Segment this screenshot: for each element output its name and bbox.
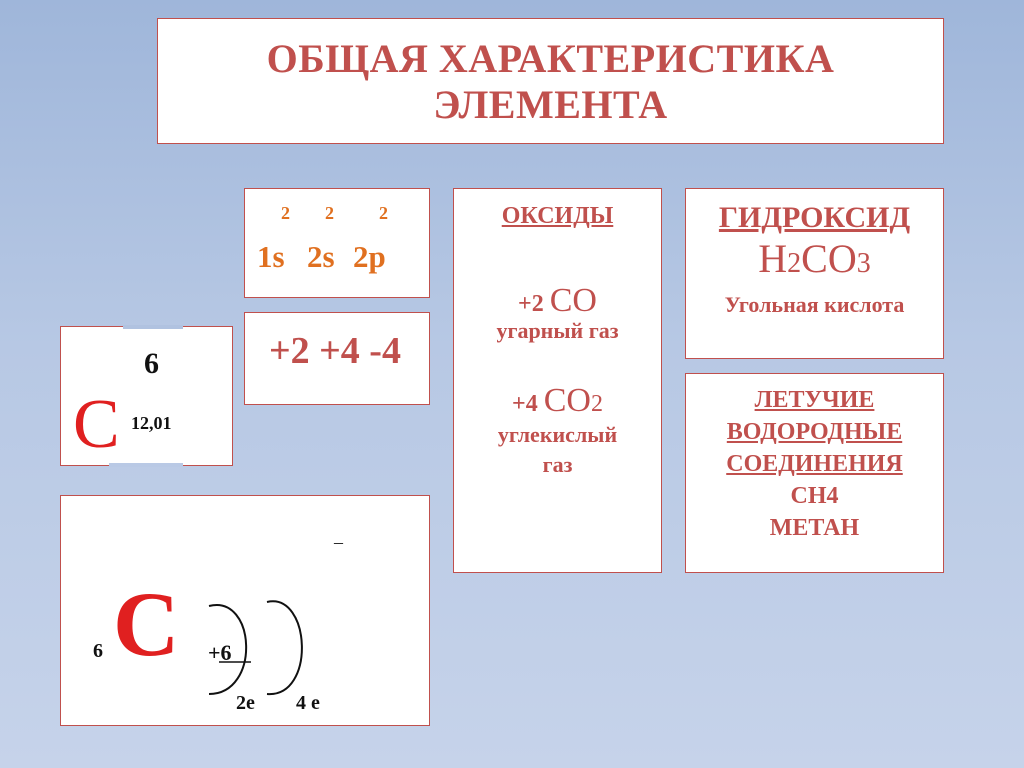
- orbital-2s: 2s: [307, 239, 335, 274]
- oxide-co-formula: CO: [549, 282, 597, 319]
- card-border-gap-bottom: [109, 463, 183, 467]
- hydroxide-formula: [686, 237, 943, 286]
- oxide-co2-name-line1: углекислый: [497, 422, 618, 447]
- volatile-line-1: ЛЕТУЧИЕ: [754, 387, 875, 413]
- orbital-1s: 1s: [257, 239, 285, 274]
- atom-atomic-number: 6: [93, 640, 103, 662]
- oxide-co2-name-line2: газ: [542, 452, 573, 477]
- atom-structure-card: [60, 495, 430, 726]
- volatile-compounds-card: [685, 373, 944, 573]
- title-box: [157, 18, 944, 144]
- title-line-2: ЭЛЕМЕНТА: [433, 82, 668, 127]
- hydroxide-heading: ГИДРОКСИД: [718, 201, 911, 234]
- oxide-co2-formula: CO: [543, 382, 591, 419]
- oxidation-states-card: [244, 312, 430, 405]
- nucleus-charge: +6: [208, 640, 232, 665]
- shell-2-electrons: 4 е: [296, 692, 320, 714]
- title-line-1: ОБЩАЯ ХАРАКТЕРИСТИКА: [266, 36, 835, 81]
- electron-config-card: [244, 188, 430, 298]
- hydroxide-name: Угольная кислота: [724, 292, 905, 317]
- volatile-line-3: СОЕДИНЕНИЯ: [726, 451, 903, 477]
- oxide-co-name: угарный газ: [496, 318, 619, 343]
- oxides-card: [453, 188, 662, 573]
- volatile-name: МЕТАН: [769, 515, 860, 541]
- volatile-line-2: ВОДОРОДНЫЕ: [726, 419, 903, 445]
- superscript-2s: 2: [325, 203, 334, 223]
- oxides-heading: ОКСИДЫ: [501, 203, 614, 229]
- atomic-number: 6: [144, 347, 159, 380]
- hydroxide-formula-co-sub: 3: [856, 248, 871, 279]
- electron-minus-sign: –: [334, 532, 343, 552]
- hydroxide-card: [685, 188, 944, 359]
- element-symbol-card: [60, 326, 233, 466]
- oxide-co2-row: [454, 382, 661, 420]
- volatile-formula: CH4: [790, 483, 839, 509]
- superscript-2p: 2: [379, 203, 388, 223]
- superscript-1s: 2: [281, 203, 290, 223]
- atomic-mass: 12,01: [131, 413, 172, 433]
- shell-1-electrons: 2е: [236, 692, 255, 714]
- hydroxide-formula-h: H: [758, 236, 788, 281]
- orbital-2p: 2p: [353, 239, 386, 274]
- oxide-co-charge: +2: [518, 291, 544, 317]
- oxide-co-row: [454, 282, 661, 320]
- atom-symbol: С: [113, 573, 180, 675]
- card-border-gap-top: [123, 325, 183, 329]
- oxide-co2-subscript: 2: [590, 391, 603, 417]
- oxidation-states: +2 +4 -4: [269, 330, 401, 372]
- oxide-co2-charge: +4: [512, 391, 538, 417]
- hydroxide-formula-co: CO: [801, 236, 857, 281]
- hydroxide-formula-h-sub: 2: [787, 248, 802, 279]
- element-symbol: С: [73, 386, 120, 463]
